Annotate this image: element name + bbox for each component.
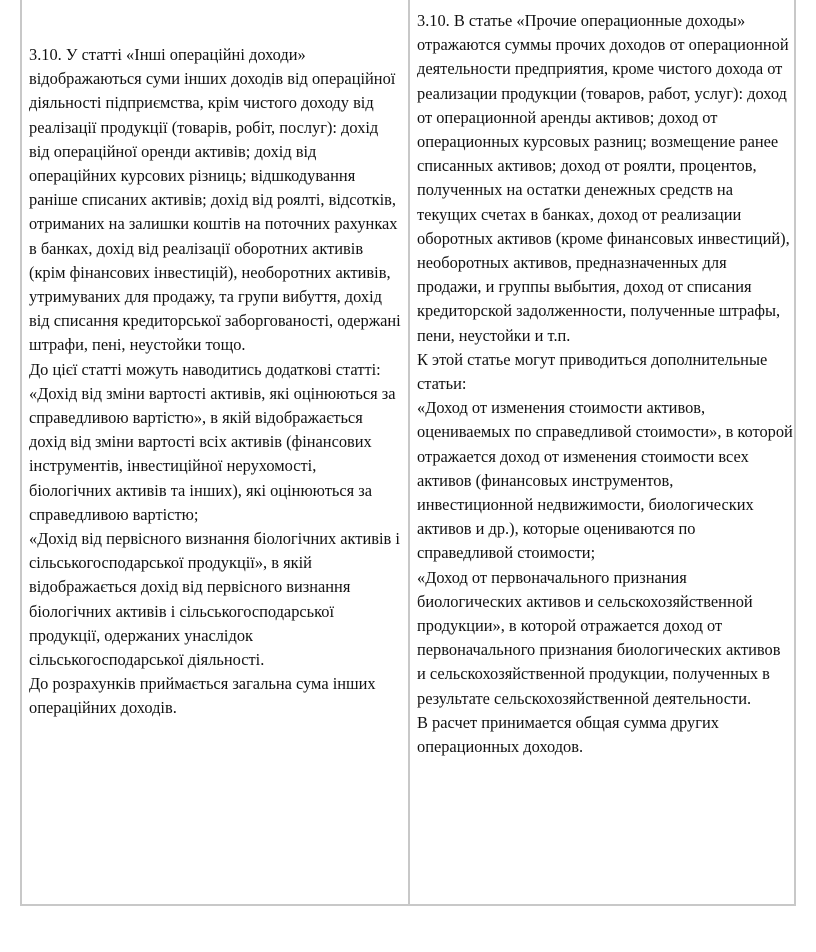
left-paragraph-biological: «Дохід від первісного визнання біологічних активів і сільськогосподарської продукції», в якій відображається дохід від первісного визнання біологічних активів і сільськогосподарської продукції, одержаних унаслідок сільськогосподарської діяльності. [29,529,400,670]
left-paragraph-total: До розрахунків приймається загальна сума інших операційних доходів. [29,674,376,718]
left-cell-ukrainian [29,43,401,721]
left-paragraph-main: 3.10. У статті «Інші операційні доходи» відображаються суми інших доходів від операційної діяльності підприємства, крім чистого доходу від реалізації продукції (товарів, робіт, послуг): дохід від операційної оренди активів; дохід від операційних курсових різниць; відшкодування раніше списаних активів; дохід від роялті, відсотків, отриманих на залишки коштів на поточних рахунках в банках, дохід від реалізації оборотних активів (крім фінансових інвестицій), необоротних активів, утримуваних для продажу, та групи вибуття, дохід від списання кредиторської заборгованості, одержані штрафи, пені, неустойки тощо. [29,45,401,355]
right-cell-russian [417,9,793,759]
right-paragraph-biological: «Доход от первоначального признания биологических активов и сельскохозяйственной продукции», в которой отражается доход от первоначального признания биологических активов и сельскохозяйственной продукции, полученных в результате сельскохозяйственной деятельности. [417,567,781,708]
right-paragraph-total: В расчет принимается общая сумма других операционных доходов. [417,712,719,757]
right-paragraph-fair-value: «Доход от изменения стоимости активов, оцениваемых по справедливой стоимости», в которой отражается доход от изменения стоимости всех активов (финансовых инструментов, инвестиционной недвижимости, биологических активов и др.), которые оцениваются по справедливой стоимости; [417,398,793,563]
left-paragraph-additional-intro: До цієї статті можуть наводитись додаткові статті: [29,359,381,379]
right-paragraph-additional-intro: К этой статье могут приводиться дополнительные статьи: [417,349,768,394]
column-divider [408,0,410,906]
left-paragraph-fair-value: «Дохід від зміни вартості активів, які оцінюються за справедливою вартістю», в якій відображається дохід від зміни вартості всіх активів (фінансових інструментів, інвестиційної нерухомості, біологічних активів та інших), які оцінюються за справедливою вартістю; [29,383,396,524]
right-paragraph-main: 3.10. В статье «Прочие операционные доходы» отражаются суммы прочих доходов от операционной деятельности предприятия, кроме чистого дохода от реализации продукции (товаров, работ, услуг): доход от операционной аренды активов; доход от операционных курсовых разниц; возмещение ранее списанных активов; доход от роялти, процентов, полученных на остатки денежных средств на текущих счетах в банках, доход от реализации оборотных активов (кроме финансовых инвестиций), необоротных активов, предназначенных для продажи, и группы выбытия, доход от списания кредиторской задолженности, полученные штрафы, пени, неустойки и т.п. [417,11,790,345]
